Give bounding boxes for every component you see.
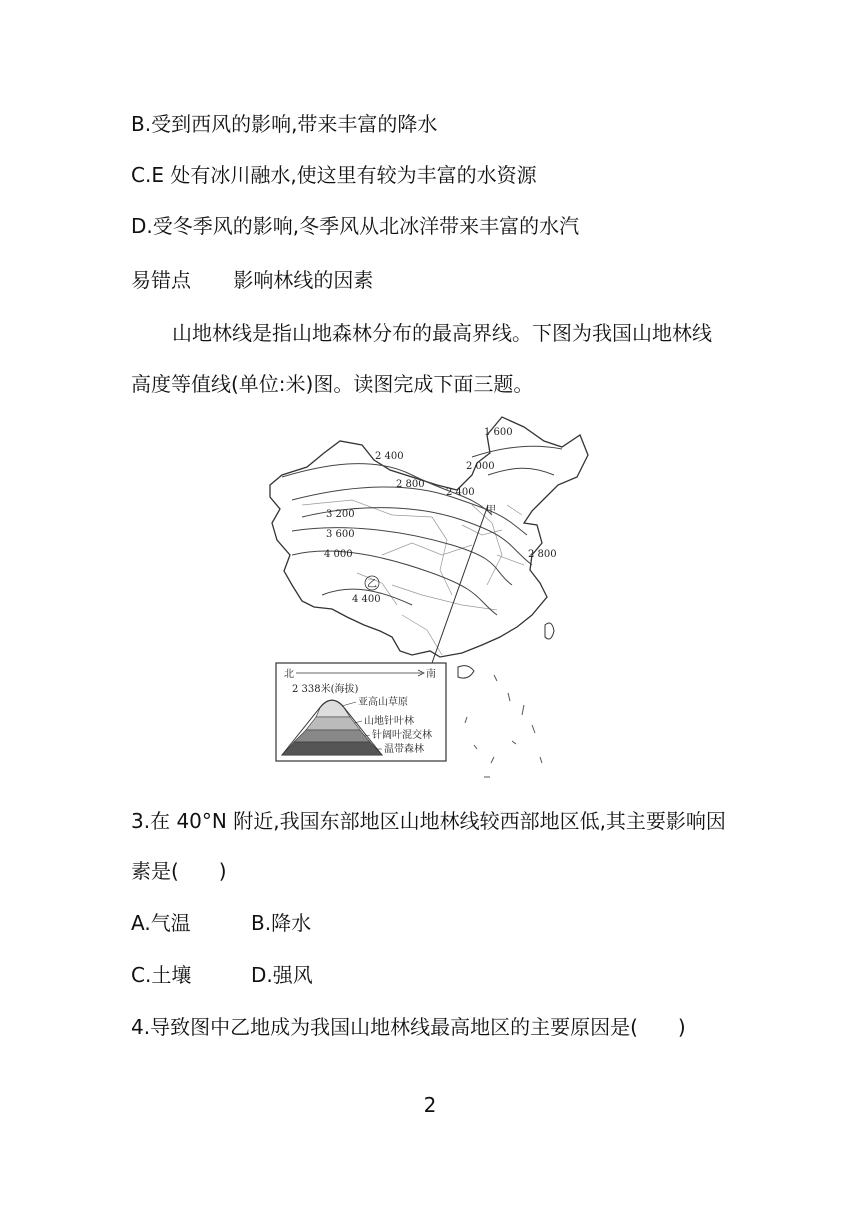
q3-options-row-2 (131, 961, 313, 989)
place-jia-label: 甲 (486, 505, 496, 516)
contour-label-2400-central: 2 400 (446, 487, 475, 498)
q3-option-d: D.强风 (251, 963, 313, 987)
section-tag: 易错点 (131, 268, 191, 292)
intro-line-2: 高度等值线(单位:米)图。读图完成下面三题。 (131, 372, 534, 396)
section-title: 影响林线的因素 (233, 268, 374, 292)
treeline-map-figure (262, 405, 596, 785)
intro-line-1: 山地林线是指山地森林分布的最高界线。下图为我国山地林线 (172, 321, 712, 345)
taiwan-island (545, 623, 554, 639)
contour-label-2800-north: 2 800 (396, 479, 425, 490)
inset-north-label: 北 (284, 669, 294, 680)
inset-zone-temperate (282, 742, 382, 755)
section-heading (131, 266, 373, 294)
option-b: B.受到西风的影响,带来丰富的降水 (131, 112, 438, 136)
q3-options-row-1 (131, 909, 311, 937)
place-yi-label: 乙 (367, 579, 377, 590)
province-borders (302, 500, 524, 655)
page-number: 2 (423, 1093, 437, 1117)
inset-zone-label-conifer: 山地针叶林 (364, 716, 414, 727)
q3-option-c: C.土壤 (131, 963, 192, 987)
china-treeline-map (262, 405, 596, 785)
inset-zone-mixed (294, 730, 370, 742)
contour-label-4000: 4 000 (324, 549, 353, 560)
inset-profile (276, 663, 446, 761)
treeline-contours (282, 446, 562, 615)
profile-line (432, 505, 488, 663)
contour-label-2800-east: 2 800 (528, 549, 557, 560)
contour-label-2400-west: 2 400 (375, 451, 404, 462)
inset-zone-label-grass: 亚高山草原 (358, 697, 408, 708)
inset-altitude-label: 2 338米(海拔) (292, 684, 359, 695)
contour-label-4400: 4 400 (352, 594, 381, 605)
contour-label-3200: 3 200 (326, 509, 355, 520)
q3-stem-line-1: 3.在 40°N 附近,我国东部地区山地林线较西部地区低,其主要影响因 (131, 809, 726, 833)
contour-label-3600: 3 600 (326, 529, 355, 540)
contour-label-1600: 1 600 (484, 427, 513, 438)
south-sea-islands (465, 675, 542, 777)
inset-south-label: 南 (426, 669, 436, 680)
hainan-island (458, 666, 474, 678)
q3-option-a: A.气温 (131, 911, 191, 935)
inset-zone-label-mixed: 针阔叶混交林 (372, 730, 432, 741)
q3-stem-line-2: 素是( ) (131, 859, 227, 883)
option-c: C.E 处有冰川融水,使这里有较为丰富的水资源 (131, 163, 537, 187)
q3-option-b: B.降水 (251, 911, 312, 935)
option-d: D.受冬季风的影响,冬季风从北冰洋带来丰富的水汽 (131, 214, 580, 238)
contour-label-2000: 2 000 (466, 461, 495, 472)
china-outline (270, 417, 588, 657)
q4-stem: 4.导致图中乙地成为我国山地林线最高地区的主要原因是( ) (131, 1015, 686, 1039)
inset-zone-label-temperate: 温带森林 (384, 744, 424, 755)
